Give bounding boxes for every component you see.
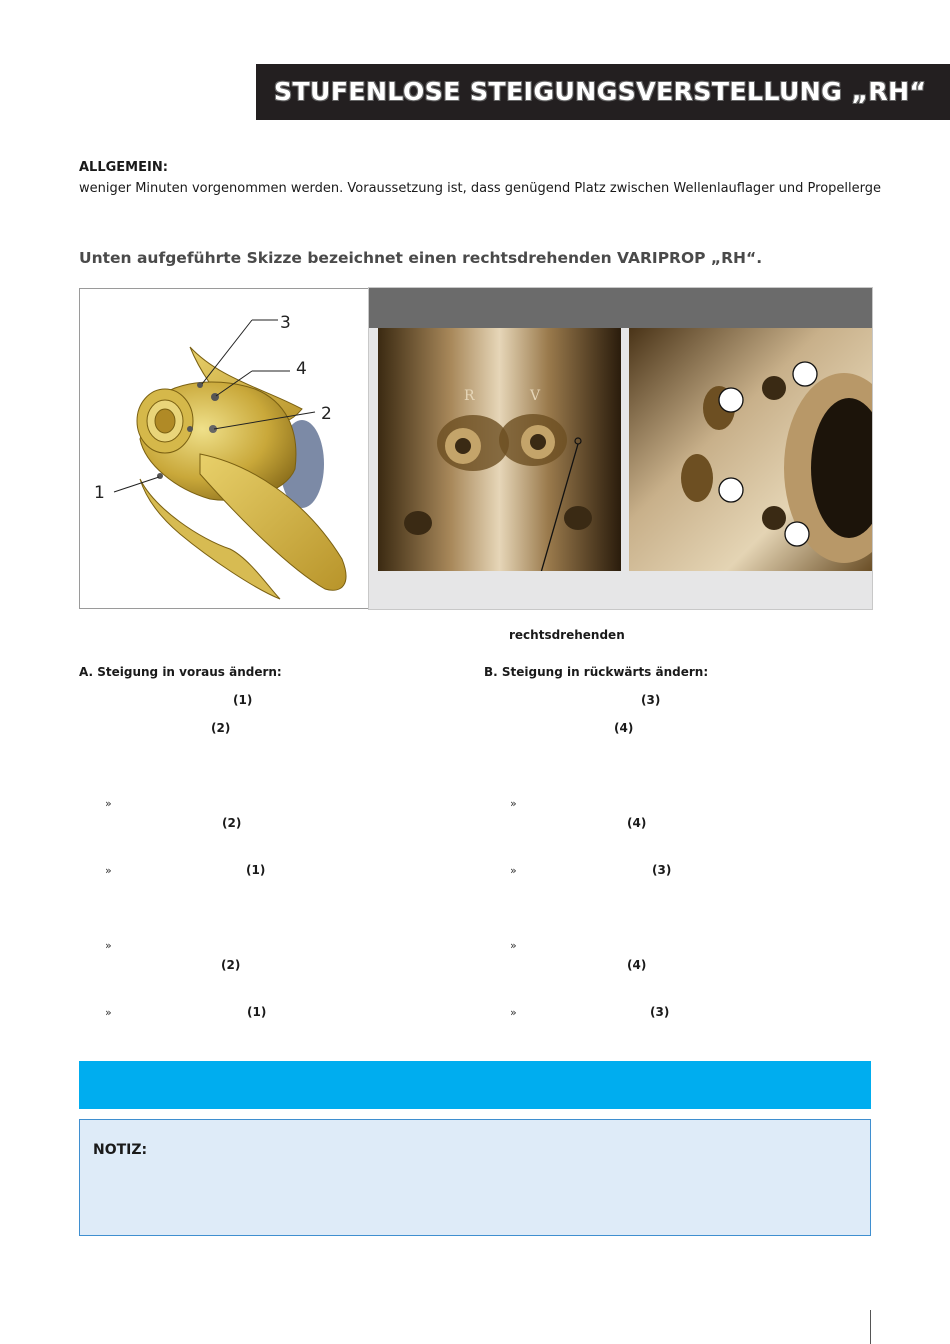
- section-a-bullet-1: »: [105, 797, 112, 810]
- photo-panel: [368, 287, 873, 610]
- section-b-ref-2: (4): [614, 721, 634, 735]
- section-b-ref-6: (3): [650, 1005, 670, 1019]
- page-title: STUFENLOSE STEIGUNGSVERSTELLUNG „RH“: [274, 77, 927, 106]
- section-a-bullet-4: »: [105, 1006, 112, 1019]
- photo-front: [378, 328, 621, 571]
- label-2: 2: [321, 404, 332, 424]
- section-a-heading: A. Steigung in voraus ändern:: [79, 665, 282, 679]
- section-b-bullet-1: »: [510, 797, 517, 810]
- section-b-bullet-4: »: [510, 1006, 517, 1019]
- photo-letter-v: V: [530, 388, 541, 404]
- section-a-ref-5: (2): [221, 958, 241, 972]
- label-3: 3: [280, 313, 291, 333]
- section-a-ref-2: (2): [211, 721, 231, 735]
- section-b-bullet-2: »: [510, 864, 517, 877]
- section-b-bullet-3: »: [510, 939, 517, 952]
- section-b-heading: B. Steigung in rückwärts ändern:: [484, 665, 709, 679]
- propeller-illustration: [80, 289, 368, 608]
- section-b-ref-5: (4): [627, 958, 647, 972]
- photo-side: [629, 328, 872, 571]
- section-a-ref-1: (1): [233, 693, 253, 707]
- info-bar: [79, 1061, 871, 1109]
- photo-panel-header: [369, 288, 872, 328]
- section-b-ref-4: (3): [652, 863, 672, 877]
- section-a-ref-4: (1): [246, 863, 266, 877]
- skizze-heading: Unten aufgeführte Skizze bezeichnet einen rechtsdrehenden VARIPROP „RH“.: [79, 249, 763, 267]
- figure-caption: rechtsdrehenden: [509, 628, 625, 642]
- section-a-ref-6: (1): [247, 1005, 267, 1019]
- page-divider: [870, 1310, 871, 1344]
- note-heading: NOTIZ:: [93, 1142, 148, 1158]
- section-b-ref-3: (4): [627, 816, 647, 830]
- title-bar: [256, 64, 950, 120]
- section-b-ref-1: (3): [641, 693, 661, 707]
- label-1: 1: [94, 483, 105, 503]
- photo-letter-r: R: [464, 388, 475, 404]
- note-box: [79, 1119, 871, 1236]
- propeller-drawing: [79, 288, 369, 609]
- allgemein-text: weniger Minuten vorgenommen werden. Voraussetzung ist, dass genügend Platz zwischen Wellenlauflager und Propellerge: [79, 181, 881, 196]
- section-a-ref-3: (2): [222, 816, 242, 830]
- section-a-bullet-2: »: [105, 864, 112, 877]
- allgemein-heading: ALLGEMEIN:: [79, 160, 168, 175]
- section-a-bullet-3: »: [105, 939, 112, 952]
- label-4: 4: [296, 359, 307, 379]
